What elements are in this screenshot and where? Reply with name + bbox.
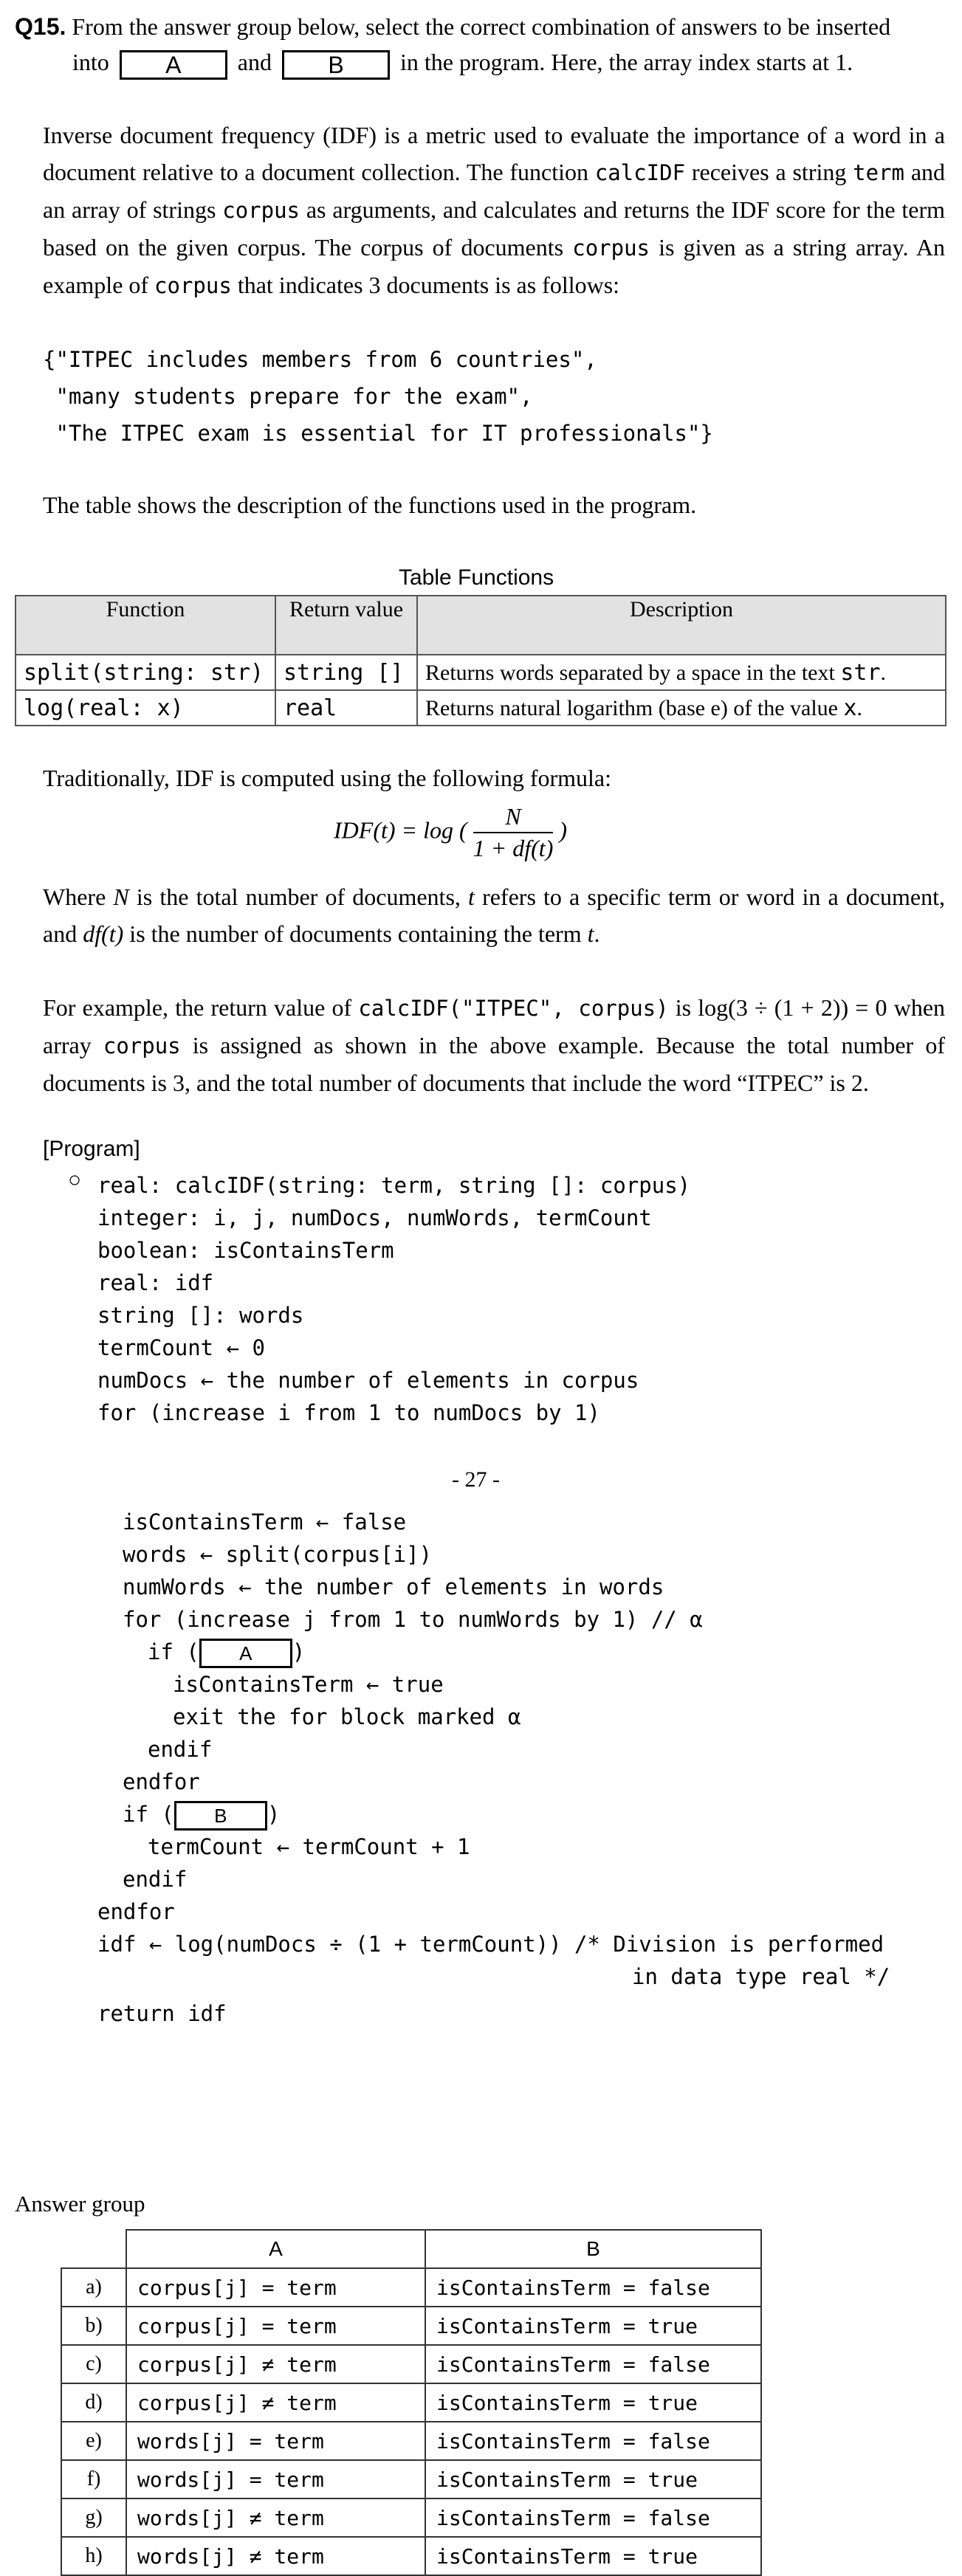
description-text: Returns words separated by a space in the text bbox=[425, 660, 841, 685]
program-top bbox=[97, 1169, 690, 1429]
code-line: in data type real */ bbox=[632, 1964, 890, 1989]
page-number: - 27 - bbox=[452, 1467, 500, 1492]
answer-row[interactable] bbox=[61, 2345, 761, 2383]
text-segment: refers to a specific term or word in a document, and bbox=[43, 884, 946, 947]
description-end: . bbox=[880, 660, 887, 685]
blank-b-box: B bbox=[282, 50, 390, 80]
answer-row[interactable] bbox=[61, 2498, 761, 2537]
question-line-2 bbox=[72, 49, 853, 80]
text-segment: For example, the return value of bbox=[43, 994, 359, 1021]
description-code: x bbox=[843, 695, 857, 721]
corpus-example bbox=[43, 341, 713, 452]
idf-formula bbox=[334, 803, 567, 862]
program-label: [Program] bbox=[43, 1137, 140, 1161]
answer-option-a: words[j] ≠ term bbox=[126, 2537, 425, 2575]
column-header: Function bbox=[16, 596, 275, 655]
text-segment: . bbox=[594, 920, 600, 947]
answer-label: h) bbox=[61, 2537, 126, 2575]
answer-group-title: Answer group bbox=[15, 2191, 145, 2217]
code-line: integer: i, j, numDocs, numWords, termCount bbox=[97, 1205, 652, 1230]
inline-code: calcIDF bbox=[594, 160, 686, 185]
text-segment: as arguments, and calculates and returns the IDF score for the term based on the given corpus. The corpus of documents bbox=[43, 196, 945, 261]
blank-a-box: A bbox=[120, 50, 227, 80]
answer-header-row bbox=[61, 2230, 761, 2268]
code-line: string []: words bbox=[97, 1303, 304, 1328]
formula-lhs: IDF(t) = log ( bbox=[334, 816, 467, 844]
table-row bbox=[16, 655, 946, 690]
function-cell: log(real: x) bbox=[16, 690, 275, 726]
inline-code: calcIDF("ITPEC", corpus) bbox=[358, 996, 669, 1021]
column-header bbox=[275, 596, 417, 655]
program-blank-a: A bbox=[199, 1639, 292, 1668]
if-keyword: if ( bbox=[148, 1639, 199, 1664]
answer-row[interactable] bbox=[61, 2460, 761, 2498]
code-line: termCount ← 0 bbox=[97, 1335, 265, 1360]
inline-code: corpus bbox=[222, 198, 300, 223]
answer-option-b: isContainsTerm = false bbox=[425, 2422, 761, 2460]
text-segment: Where bbox=[43, 884, 114, 910]
answer-table bbox=[61, 2229, 762, 2576]
answer-option-b: isContainsTerm = false bbox=[425, 2345, 761, 2383]
formula-fraction bbox=[473, 803, 554, 862]
answer-rows bbox=[61, 2268, 761, 2575]
question-number: Q15. bbox=[15, 13, 66, 40]
description-cell bbox=[417, 690, 946, 726]
answer-header-blank bbox=[61, 2230, 126, 2268]
text-segment: receives a string bbox=[685, 159, 853, 185]
answer-option-b: isContainsTerm = true bbox=[425, 2460, 761, 2498]
text-segment: is log(3 ÷ (1 + 2)) = 0 when array bbox=[43, 994, 946, 1058]
program-bullet: ○ bbox=[68, 1168, 82, 1192]
description-code: str bbox=[840, 659, 881, 686]
code-line: numDocs ← the number of elements in corpus bbox=[97, 1368, 639, 1393]
text-segment: is given as a string array. An example of bbox=[43, 234, 946, 298]
code-line: endif bbox=[148, 1737, 213, 1762]
table-row bbox=[16, 690, 946, 726]
answer-option-a: words[j] ≠ term bbox=[126, 2498, 425, 2537]
code-line: isContainsTerm ← true bbox=[173, 1672, 444, 1697]
answer-row[interactable] bbox=[61, 2307, 761, 2345]
answer-option-b: isContainsTerm = false bbox=[425, 2268, 761, 2307]
question-line-1: From the answer group below, select the correct combination of answers to be inserted bbox=[72, 13, 891, 40]
text-segment: t bbox=[468, 884, 475, 910]
column-header: Description bbox=[417, 596, 946, 655]
close-paren: ) bbox=[267, 1802, 281, 1827]
answer-header-a: A bbox=[126, 2230, 425, 2268]
question-header bbox=[15, 13, 890, 41]
answer-option-a: corpus[j] = term bbox=[126, 2268, 425, 2307]
answer-label: g) bbox=[61, 2498, 126, 2537]
where-paragraph bbox=[43, 878, 945, 952]
text-segment: and an array of strings bbox=[43, 159, 946, 223]
code-line: endfor bbox=[97, 1899, 175, 1924]
line-2-tail: in the program. Here, the array index starts at 1. bbox=[399, 49, 853, 75]
and-text: and bbox=[237, 49, 272, 75]
answer-label: d) bbox=[61, 2383, 126, 2422]
inline-code: corpus bbox=[154, 273, 232, 298]
program-blank-b: B bbox=[174, 1801, 267, 1831]
formula-numerator: N bbox=[473, 803, 554, 833]
answer-label: a) bbox=[61, 2268, 126, 2307]
answer-label: c) bbox=[61, 2345, 126, 2383]
text-segment: t bbox=[587, 920, 594, 947]
answer-option-b: isContainsTerm = false bbox=[425, 2498, 761, 2537]
code-line: isContainsTerm ← false bbox=[123, 1509, 407, 1535]
answer-label: e) bbox=[61, 2422, 126, 2460]
text-segment: is the total number of documents, bbox=[128, 884, 469, 910]
return-cell: real bbox=[275, 690, 417, 726]
if-keyword: if ( bbox=[123, 1802, 174, 1827]
text-segment: is assigned as shown in the above example. Because the total number of documents is 3, and the total number of documents that include the word “ITPEC” is 2. bbox=[43, 1032, 946, 1096]
answer-option-a: corpus[j] = term bbox=[126, 2307, 425, 2345]
answer-row[interactable] bbox=[61, 2268, 761, 2307]
code-line: real: idf bbox=[97, 1270, 214, 1295]
text-segment: that indicates 3 documents is as follows: bbox=[231, 272, 620, 298]
code-line: for (increase j from 1 to numWords by 1) // α bbox=[123, 1607, 703, 1632]
formula-intro: Traditionally, IDF is computed using the following formula: bbox=[43, 765, 612, 791]
function-cell: split(string: str) bbox=[16, 655, 275, 690]
answer-label: f) bbox=[61, 2460, 126, 2498]
code-line: boolean: isContainsTerm bbox=[97, 1238, 394, 1263]
description-end: . bbox=[856, 695, 863, 720]
description-cell bbox=[417, 655, 946, 690]
answer-option-a: words[j] = term bbox=[126, 2460, 425, 2498]
code-line: termCount ← termCount + 1 bbox=[148, 1834, 470, 1859]
code-line: endfor bbox=[123, 1769, 200, 1794]
functions-table bbox=[15, 595, 946, 726]
code-line: real: calcIDF(string: term, string []: corpus) bbox=[97, 1173, 691, 1198]
inline-code: term bbox=[853, 160, 905, 185]
code-line: return idf bbox=[97, 2001, 227, 2026]
if-a-line bbox=[123, 1636, 890, 1668]
answer-option-b: isContainsTerm = true bbox=[425, 2383, 761, 2422]
text-segment: Inverse document frequency (IDF) is a metric used to evaluate the importance of a word in a document relative to a document collection. The function bbox=[43, 122, 945, 185]
corpus-line: "The ITPEC exam is essential for IT professionals"} bbox=[43, 421, 713, 446]
text-segment: df(t) bbox=[83, 920, 124, 947]
answer-option-b: isContainsTerm = true bbox=[425, 2537, 761, 2575]
answer-row[interactable] bbox=[61, 2383, 761, 2422]
close-paren: ) bbox=[292, 1639, 306, 1664]
code-line: for (increase i from 1 to numDocs by 1) bbox=[97, 1400, 600, 1425]
formula-denominator: 1 + df(t) bbox=[473, 835, 554, 861]
code-line: numWords ← the number of elements in words bbox=[123, 1574, 664, 1599]
return-cell: string [] bbox=[275, 655, 417, 690]
code-line: words ← split(corpus[i]) bbox=[123, 1542, 433, 1567]
if-b-line bbox=[123, 1798, 890, 1831]
text-segment: is the number of documents containing the term bbox=[123, 920, 588, 947]
code-line: exit the for block marked α bbox=[173, 1704, 521, 1729]
answer-option-b: isContainsTerm = true bbox=[425, 2307, 761, 2345]
return-value-header: Return value bbox=[289, 597, 404, 621]
answer-row[interactable] bbox=[61, 2422, 761, 2460]
answer-option-a: corpus[j] ≠ term bbox=[126, 2345, 425, 2383]
intro-paragraph bbox=[43, 117, 945, 304]
code-line: idf ← log(numDocs ÷ (1 + termCount)) /* Division is performed bbox=[97, 1932, 884, 1957]
description-text: Returns natural logarithm (base e) of the value bbox=[425, 695, 844, 720]
text-segment: N bbox=[113, 884, 129, 910]
example-paragraph bbox=[43, 989, 945, 1101]
code-line: endif bbox=[123, 1867, 188, 1892]
answer-header-b: B bbox=[425, 2230, 761, 2268]
table-header-row bbox=[16, 596, 946, 655]
table-intro: The table shows the description of the functions used in the program. bbox=[43, 492, 697, 518]
formula-rhs: ) bbox=[559, 816, 567, 844]
program-bottom bbox=[97, 1506, 890, 2030]
answer-row[interactable] bbox=[61, 2537, 761, 2575]
inline-code: corpus bbox=[572, 235, 650, 261]
corpus-line: "many students prepare for the exam", bbox=[43, 384, 533, 409]
into-text: into bbox=[72, 49, 109, 75]
answer-option-a: words[j] = term bbox=[126, 2422, 425, 2460]
inline-code: corpus bbox=[103, 1033, 181, 1058]
answer-option-a: corpus[j] ≠ term bbox=[126, 2383, 425, 2422]
answer-label: b) bbox=[61, 2307, 126, 2345]
table-caption: Table Functions bbox=[399, 565, 554, 590]
corpus-line: {"ITPEC includes members from 6 countries", bbox=[43, 347, 597, 372]
